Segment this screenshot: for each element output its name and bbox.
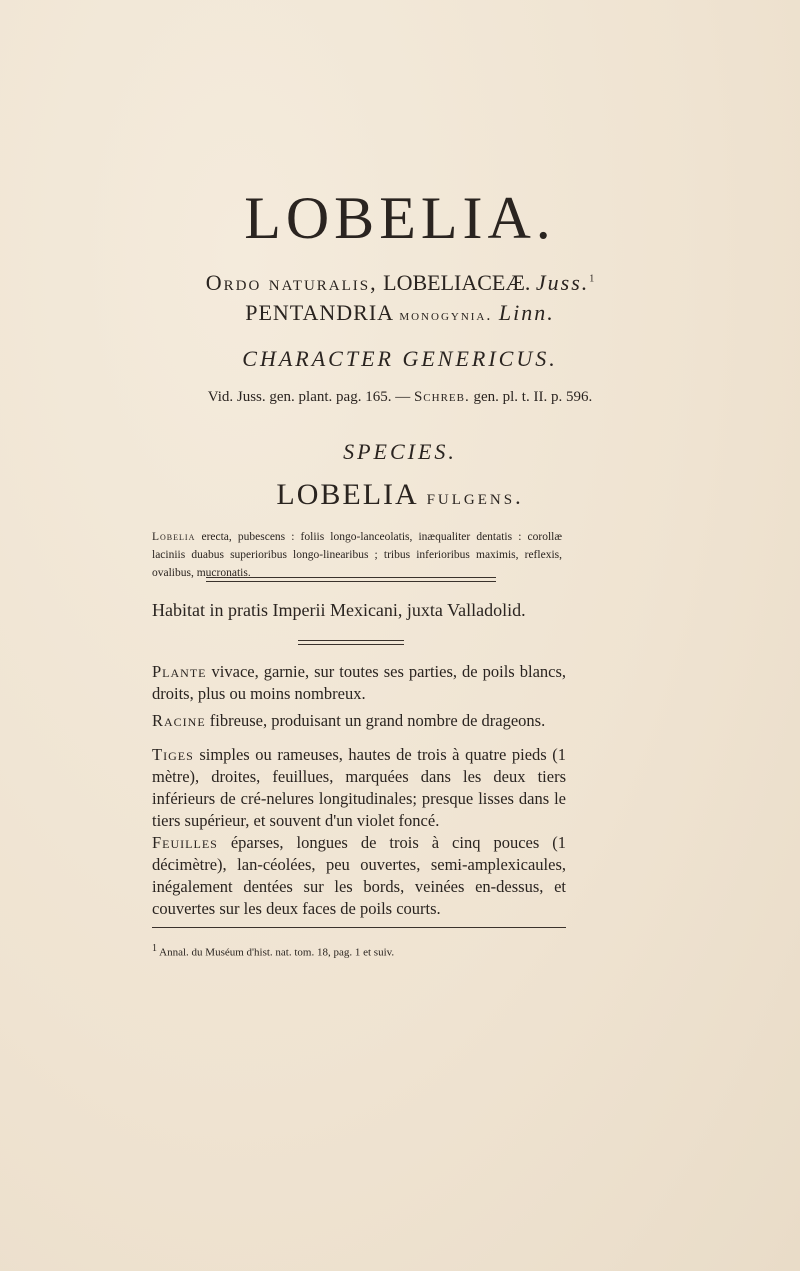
classis-main: PENTANDRIA: [245, 300, 393, 325]
diagnosis-lead: Lobelia: [152, 531, 196, 543]
habitat: Habitat in pratis Imperii Mexicani, juxta Valladolid.: [152, 600, 526, 620]
para-lead: Tiges: [152, 745, 194, 764]
family-author: Juss.: [535, 270, 590, 295]
description-racine: [152, 710, 566, 732]
footnote-number: 1: [152, 943, 157, 954]
character-heading: CHARACTER GENERICUS.: [242, 346, 558, 371]
diagnosis-text: erecta, pubescens : foliis longo-lanceolatis, inæqualiter dentatis : corollæ laciniis duabus superioribus longo-linearibus ; tribus inferioribus maximis, reflexis, ovalibus, mucronatis.: [152, 531, 563, 579]
description-plante: [152, 661, 566, 705]
description-feuilles: [152, 832, 566, 920]
divider-rule: [206, 577, 496, 582]
species-epithet: fulgens.: [426, 484, 524, 509]
reference-text-1: Vid. Juss. gen. plant. pag. 165. —: [207, 389, 411, 405]
reference-line: [0, 389, 800, 406]
family-name: LOBELIACEÆ.: [383, 270, 531, 295]
classis-sub: monogynia.: [399, 307, 493, 324]
footnote-rule: [152, 927, 566, 928]
ordo-line: [0, 270, 800, 296]
classis-line: [0, 300, 800, 326]
para-lead: Feuilles: [152, 833, 218, 852]
footnote: [152, 943, 566, 959]
para-text: éparses, longues de trois à cinq pouces (1 décimètre), lan-céolées, peu ouvertes, semi-amplexicaules, inégalement dentées sur les bords, veinées en-dessus, et couvertes sur les deux faces de poils courts.: [152, 833, 567, 918]
classis-author: Linn.: [498, 300, 555, 325]
description-tiges: [152, 744, 566, 832]
para-text: fibreuse, produisant un grand nombre de drageons.: [209, 711, 546, 730]
species-heading: SPECIES.: [343, 439, 457, 464]
para-text: vivace, garnie, sur toutes ses parties, de poils blancs, droits, plus ou moins nombreux.: [152, 662, 567, 703]
para-text: simples ou rameuses, hautes de trois à quatre pieds (1 mètre), droites, feuillues, marquées dans les deux tiers inférieurs de cré-nelures longitudinales; presque lisses dans le tiers supérieur, et souvent d'un violet foncé.: [152, 745, 566, 830]
para-lead: Plante: [152, 662, 207, 681]
diagnosis: [152, 528, 562, 582]
species-name: [0, 478, 800, 512]
ordo-label: Ordo naturalis,: [205, 270, 378, 295]
page-title: LOBELIA.: [244, 185, 556, 251]
divider-rule: [298, 640, 404, 645]
para-lead: Racine: [152, 711, 206, 730]
reference-author: Schreb.: [413, 389, 470, 405]
reference-text-2: gen. pl. t. II. p. 596.: [473, 389, 593, 405]
footnote-text: Annal. du Muséum d'hist. nat. tom. 18, pag. 1 et suiv.: [159, 946, 395, 959]
species-genus: LOBELIA: [276, 478, 418, 511]
footnote-mark: 1: [589, 273, 595, 285]
